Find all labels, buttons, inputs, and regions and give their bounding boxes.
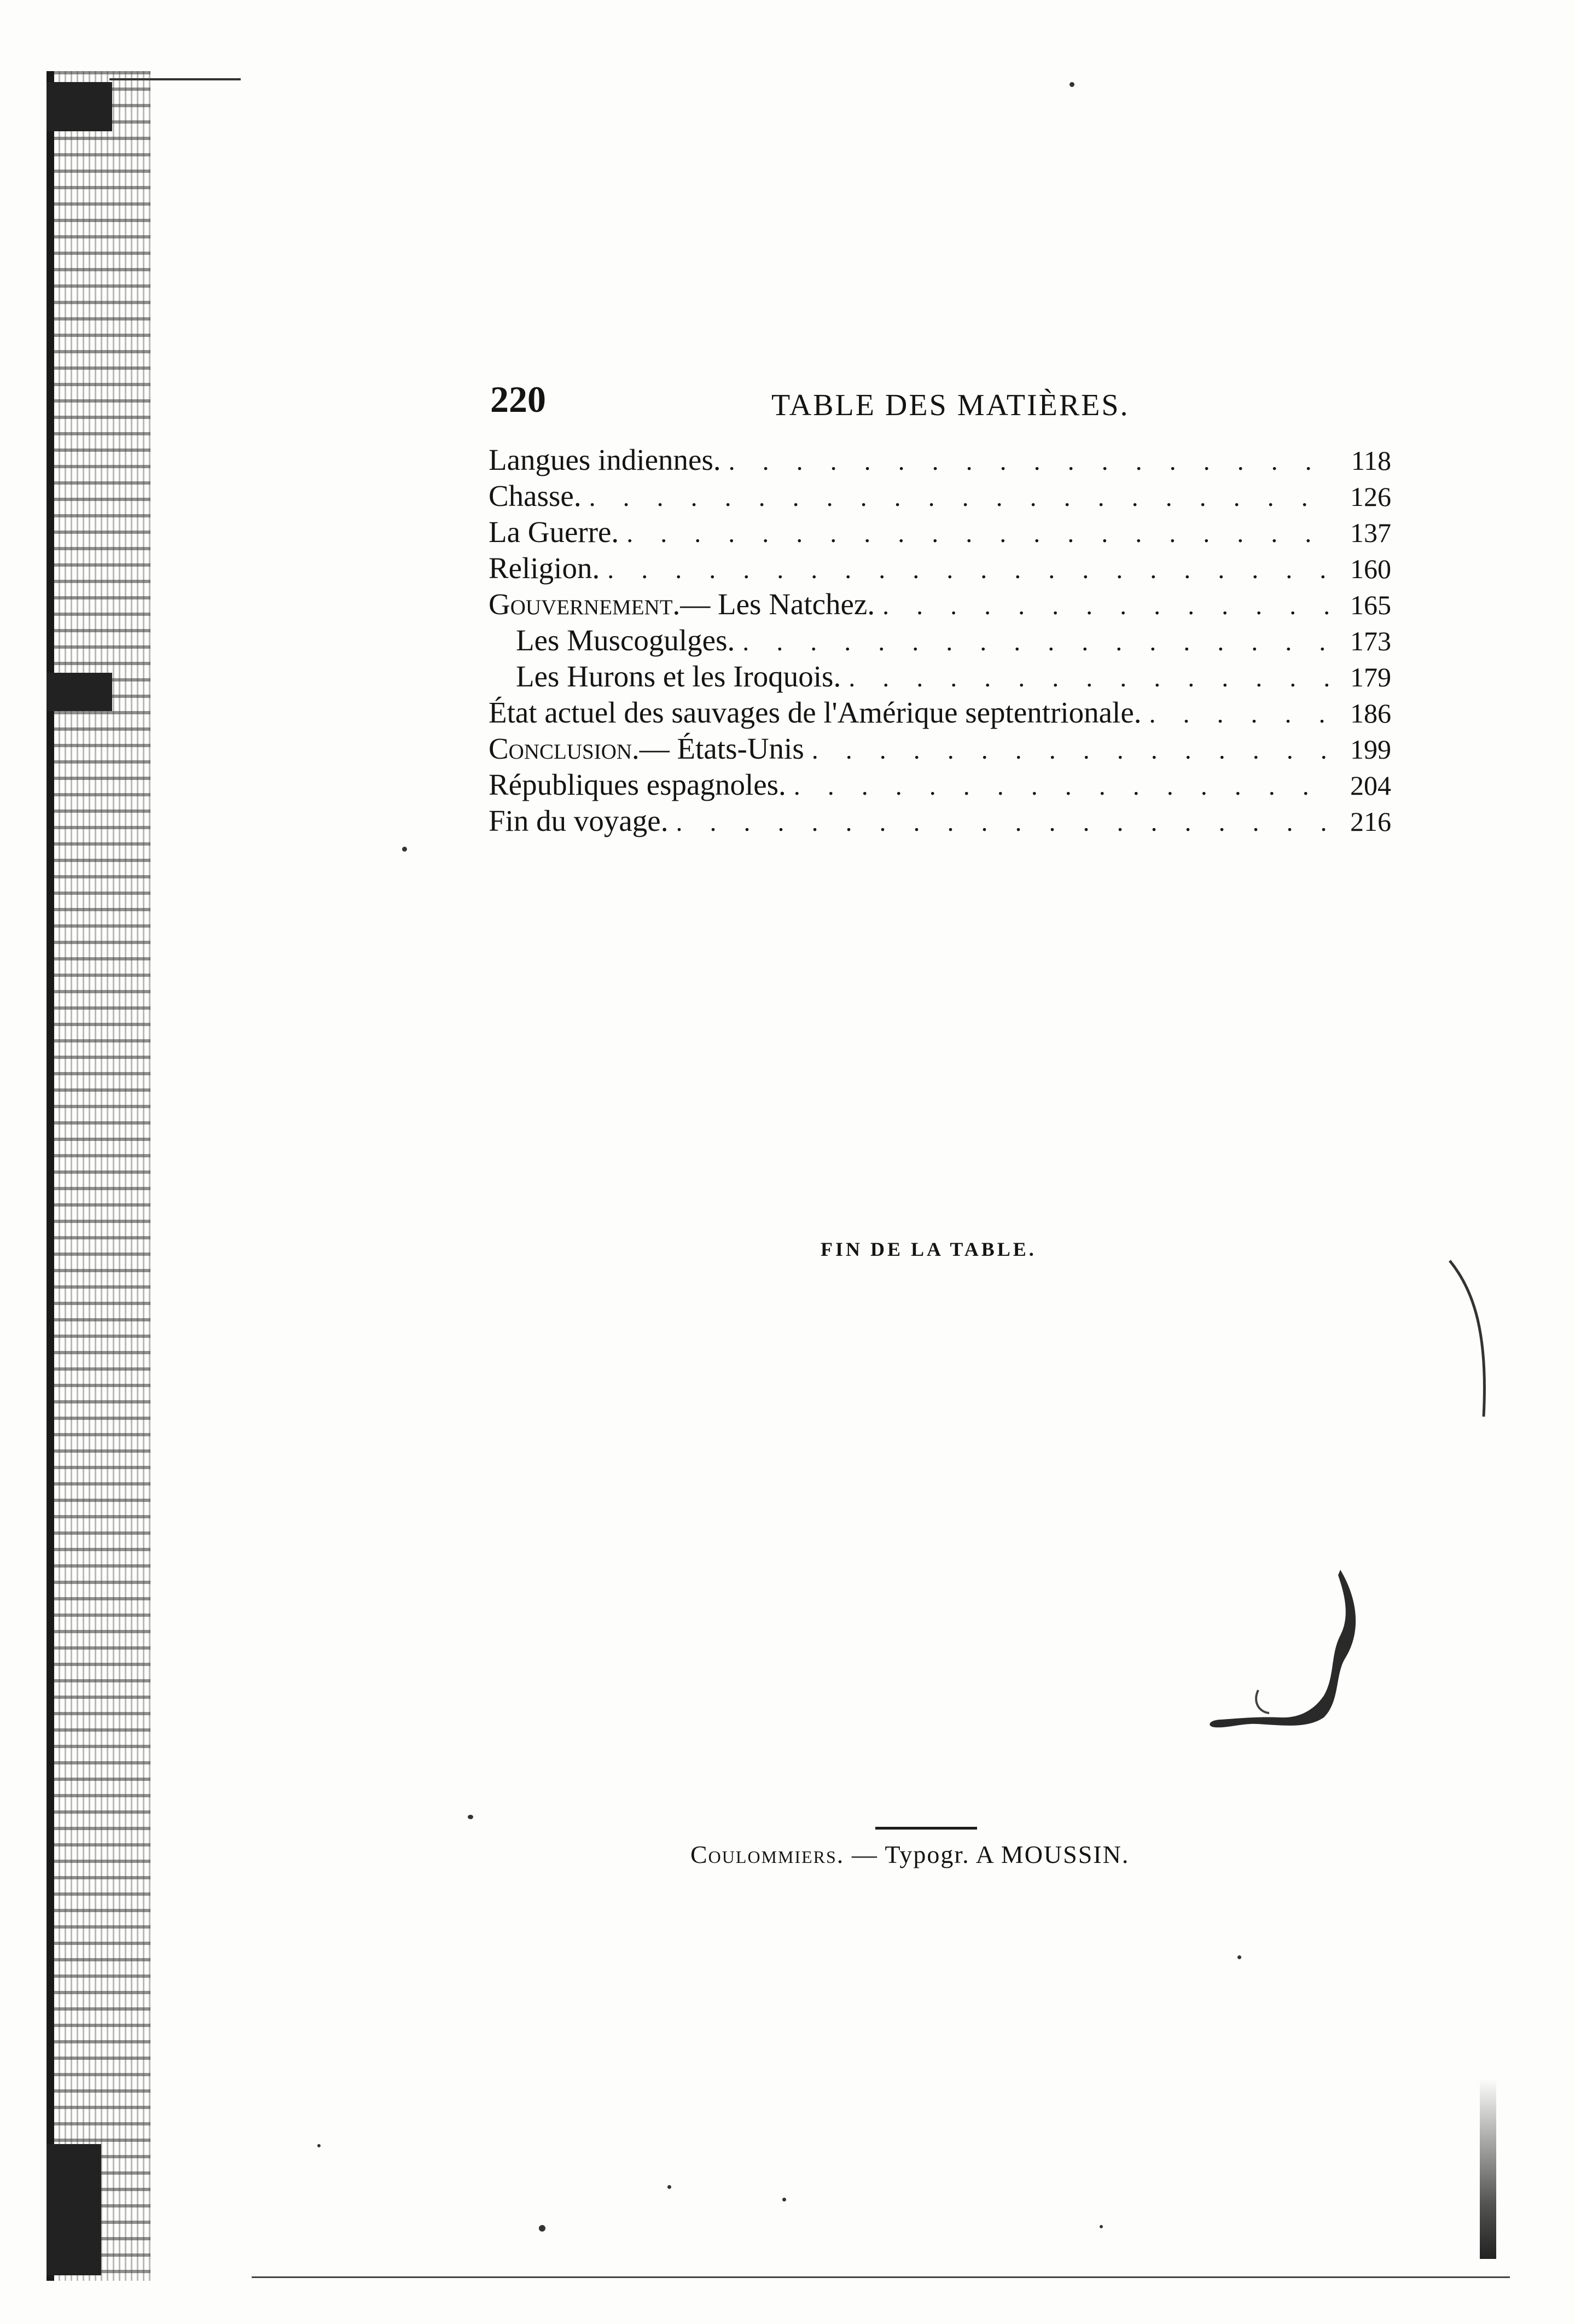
toc-entry-title: Gouvernement. (489, 587, 681, 621)
toc-leader-dots (812, 732, 1329, 768)
colophon-place: Coulommiers. (690, 1840, 845, 1868)
toc-entry (489, 622, 1391, 659)
speck (402, 847, 407, 852)
ink-stain (1176, 1564, 1373, 1745)
speck (317, 2144, 321, 2147)
toc-leader-dots (1149, 696, 1329, 732)
speck (468, 1815, 473, 1819)
toc-entry-page: 137 (1350, 517, 1391, 548)
toc-leader-dots (607, 552, 1329, 588)
bottom-rule (252, 2276, 1510, 2278)
toc-entry-subtitle: — Les Natchez. (680, 587, 875, 621)
toc-leader-dots (676, 805, 1329, 841)
toc-entry-page: 186 (1350, 698, 1391, 729)
toc-entry-title: Langues indiennes. (489, 443, 721, 476)
toc-entry-title: Chasse. (489, 479, 582, 512)
toc-entry-page: 165 (1350, 590, 1391, 620)
printer-colophon (690, 1839, 1129, 1871)
toc-entry-title: Conclusion. (489, 732, 640, 765)
toc-entry (489, 550, 1391, 586)
binding-shadow (47, 673, 112, 711)
binding-shadow (47, 2144, 101, 2275)
toc-entry (489, 478, 1391, 514)
toc-entry-title: Les Hurons et les Iroquois. (516, 660, 841, 693)
toc-entry-page: 126 (1350, 481, 1391, 512)
toc-entry (489, 803, 1391, 839)
toc-leader-dots (626, 516, 1329, 552)
toc-entry-title: Les Muscogulges. (516, 624, 735, 657)
page-edge-shadow (1480, 2078, 1496, 2259)
toc-entry-subtitle: — États-Unis (639, 732, 804, 765)
speck (1100, 2225, 1103, 2228)
toc-entry (489, 586, 1391, 622)
page-curl (1444, 1258, 1493, 1422)
running-head: TABLE DES MATIÈRES. (771, 388, 1130, 422)
toc-entry (489, 514, 1391, 550)
toc-entry-page: 118 (1351, 445, 1391, 476)
top-rule (109, 78, 241, 80)
colophon-printer: — Typogr. A MOUSSIN. (844, 1840, 1130, 1868)
toc-entry-title: État actuel des sauvages de l'Amérique septentrionale. (489, 696, 1142, 729)
speck (539, 2225, 545, 2232)
speck (782, 2198, 786, 2201)
toc-entry-page: 216 (1350, 806, 1391, 837)
binding-strip (47, 71, 150, 2281)
toc-leader-dots (794, 768, 1329, 805)
toc-entry-title: Fin du voyage. (489, 804, 669, 837)
toc-entry-title: La Guerre. (489, 515, 619, 549)
table-of-contents (489, 442, 1391, 839)
binding-edge (47, 71, 54, 2281)
toc-leader-dots (589, 480, 1329, 516)
toc-entry-page: 204 (1350, 770, 1391, 801)
binding-shadow (47, 82, 112, 131)
toc-entry-title: Républiques espagnoles. (489, 768, 786, 801)
toc-entry-page: 199 (1350, 734, 1391, 765)
toc-leader-dots (882, 588, 1329, 624)
toc-entry-page: 160 (1350, 554, 1391, 584)
colophon-rule (875, 1827, 977, 1830)
toc-entry-page: 179 (1350, 662, 1391, 692)
toc-leader-dots (848, 660, 1329, 696)
toc-leader-dots (729, 444, 1329, 480)
end-of-table-note: FIN DE LA TABLE. (821, 1238, 1037, 1260)
page-number: 220 (490, 378, 546, 420)
toc-entry-title: Religion. (489, 551, 600, 585)
toc-entry (489, 442, 1391, 478)
toc-leader-dots (742, 624, 1329, 660)
toc-entry (489, 767, 1391, 803)
toc-entry (489, 695, 1391, 731)
toc-entry (489, 731, 1391, 767)
toc-entry (489, 659, 1391, 695)
speck (1070, 82, 1074, 87)
toc-entry-page: 173 (1350, 626, 1391, 656)
speck (667, 2185, 671, 2189)
speck (1237, 1955, 1241, 1959)
